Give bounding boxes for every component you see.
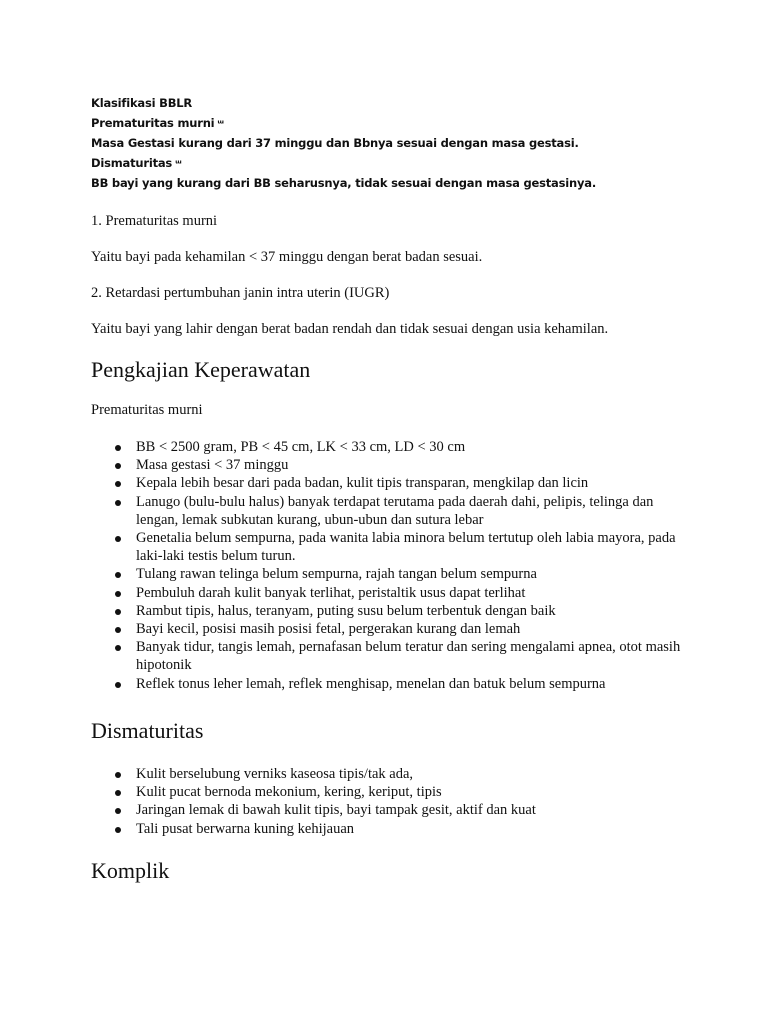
list-item-text: Lanugo (bulu-bulu halus) banyak terdapat terutama pada daerah dahi, pelipis, telinga dan lengan, lemak subkutan kurang, ubun-ubun dan sutura lebar	[136, 493, 654, 528]
numbered-item-2-desc: Yaitu bayi yang lahir dengan berat badan rendah dan tidak sesuai dengan usia kehamilan.	[91, 321, 609, 337]
list-item	[91, 638, 691, 674]
intro-dismaturitas-label	[91, 154, 711, 175]
dismaturitas-heading: Dismaturitas	[91, 718, 204, 743]
list-item-text: Banyak tidur, tangis lemah, pernafasan belum teratur dan sering mengalami apnea, otot masih hipotonik	[136, 639, 681, 674]
dismaturitas-bullet-list	[91, 765, 691, 838]
bullet-icon	[115, 445, 121, 451]
list-item	[91, 620, 691, 638]
intro-dismaturitas-text: Dismaturitas	[91, 155, 173, 170]
intro-dismaturitas-desc: BB bayi yang kurang dari BB seharusnya, tidak sesuai dengan masa gestasinya.	[91, 176, 596, 190]
list-item-text: Tali pusat berwarna kuning kehijauan	[136, 820, 355, 837]
bullet-icon	[115, 481, 121, 487]
list-item	[91, 820, 691, 838]
bullet-icon	[115, 627, 121, 633]
list-item-text: Reflek tonus leher lemah, reflek menghisap, menelan dan batuk belum sempurna	[136, 675, 606, 692]
numbered-item-2-title: 2. Retardasi pertumbuhan janin intra uterin (IUGR)	[91, 285, 390, 301]
bullet-icon	[115, 827, 121, 833]
bullet-icon	[115, 808, 121, 814]
list-item	[91, 456, 691, 474]
pengkajian-subheading: Prematuritas murni	[91, 402, 203, 418]
numbered-item-1-desc: Yaitu bayi pada kehamilan < 37 minggu dengan berat badan sesuai.	[91, 249, 483, 265]
list-item	[91, 801, 691, 819]
list-item	[91, 783, 691, 801]
bullet-icon	[115, 591, 121, 597]
list-item	[91, 493, 691, 529]
symbol-glyph-icon: ᵚ	[175, 158, 182, 170]
intro-prematuritas-desc: Masa Gestasi kurang dari 37 minggu dan Bbnya sesuai dengan masa gestasi.	[91, 136, 579, 150]
bullet-icon	[115, 645, 121, 651]
list-item-text: Genetalia belum sempurna, pada wanita labia minora belum tertutup oleh labia mayora, pada laki-laki testis belum turun.	[136, 530, 676, 565]
komplik-heading: Komplik	[91, 858, 170, 883]
list-item	[91, 765, 691, 783]
intro-title: Klasifikasi BBLR	[91, 96, 193, 110]
list-item-text: BB < 2500 gram, PB < 45 cm, LK < 33 cm, LD < 30 cm	[136, 439, 466, 455]
list-item	[91, 675, 691, 693]
intro-prematuritas-text: Prematuritas murni	[91, 115, 215, 130]
list-item	[91, 565, 691, 583]
list-item-text: Masa gestasi < 37 minggu	[136, 457, 289, 474]
bullet-icon	[115, 609, 121, 615]
list-item-text: Jaringan lemak di bawah kulit tipis, bayi tampak gesit, aktif dan kuat	[136, 802, 536, 819]
bullet-icon	[115, 682, 121, 688]
symbol-glyph-icon: ᵚ	[217, 118, 224, 130]
bullet-icon	[115, 500, 121, 506]
pengkajian-bullet-list	[91, 438, 691, 693]
numbered-item-1-title: 1. Prematuritas murni	[91, 213, 218, 229]
list-item-text: Tulang rawan telinga belum sempurna, rajah tangan belum sempurna	[136, 566, 537, 583]
bullet-icon	[115, 790, 121, 796]
list-item	[91, 602, 691, 620]
intro-prematuritas-label	[91, 114, 711, 135]
list-item-text: Kulit berselubung verniks kaseosa tipis/tak ada,	[136, 766, 414, 782]
pengkajian-heading: Pengkajian Keperawatan	[91, 357, 311, 382]
intro-block	[91, 94, 711, 194]
bullet-icon	[115, 572, 121, 578]
list-item-text: Rambut tipis, halus, teranyam, puting susu belum terbentuk dengan baik	[136, 602, 556, 619]
list-item-text: Pembuluh darah kulit banyak terlihat, peristaltik usus dapat terlihat	[136, 584, 526, 601]
list-item	[91, 474, 691, 492]
list-item-text: Kulit pucat bernoda mekonium, kering, keriput, tipis	[136, 784, 442, 801]
list-item-text: Bayi kecil, posisi masih posisi fetal, pergerakan kurang dan lemah	[136, 621, 521, 638]
list-item-text: Kepala lebih besar dari pada badan, kulit tipis transparan, mengkilap dan licin	[136, 475, 589, 492]
bullet-icon	[115, 772, 121, 778]
list-item	[91, 438, 691, 456]
bullet-icon	[115, 536, 121, 542]
list-item	[91, 529, 691, 565]
bullet-icon	[115, 463, 121, 469]
list-item	[91, 584, 691, 602]
